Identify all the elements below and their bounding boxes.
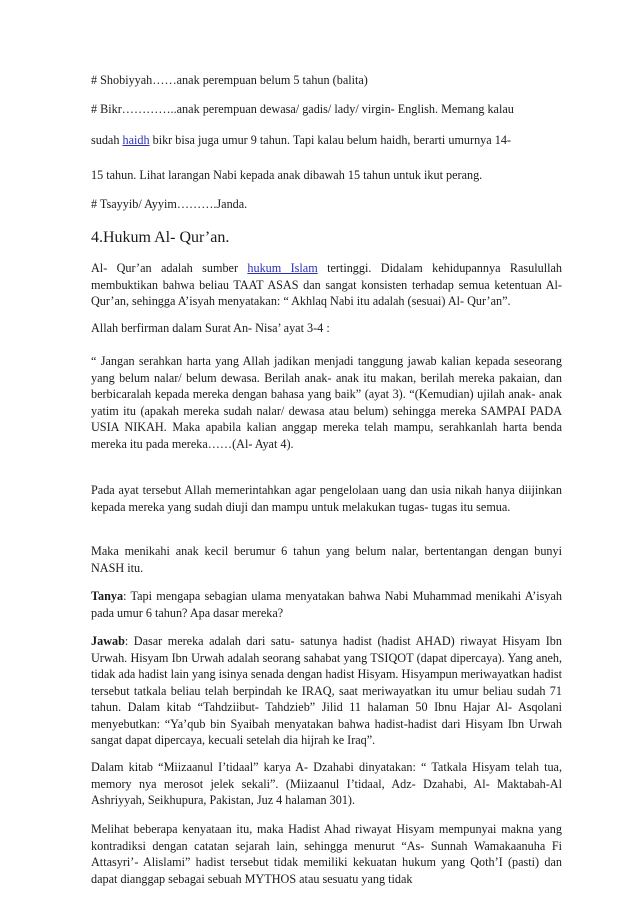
line-haidh-post: bikr bisa juga umur 9 tahun. Tapi kalau belum haidh, berarti umurnya 14- — [149, 133, 511, 147]
line-shobiyyah: # Shobiyyah……anak perempuan belum 5 tahun (balita) — [91, 73, 368, 87]
paragraph-nash: Maka menikahi anak kecil berumur 6 tahun yang belum nalar, bertentangan dengan bunyi NASH itu. — [91, 544, 562, 575]
paragraph-ayat-quote: “ Jangan serahkan harta yang Allah jadikan menjadi tanggung jawab kalian kepada seseorang yang belum nalar/ belum dewasa. Berilah anak- anak itu makan, berilah mereka pakaian, dan berbicaralah kepada mereka dengan bahasa yang baik” (ayat 3). “(Kemudian) ujilah anak- anak yatim itu (apakah mereka sudah nalar/ dewasa atau belum) sehingga mereka SAMPAI PADA USIA NIKAH. Maka apabila kalian anggap mereka telah mampu, serahkanlah harta benda mereka itu pada mereka……(Al- Ayat 4). — [91, 354, 562, 451]
hukum-islam-link[interactable]: hukum Islam — [247, 261, 318, 275]
p1-pre: Al- Qur’an adalah sumber — [91, 261, 248, 275]
paragraph-miizaanul: Dalam kitab “Miizaanul I’tidaal” karya A- Dzahabi dinyatakan: “ Tatkala Hisyam telah tua, memory nya merosot jelek sekali”. (Miizaanul I’tidaal, Adz- Dzahabi, Al- Maktabah-Al Ashriyyah, Seikhupura, Pakistan, Juz 4 halaman 301). — [91, 760, 562, 807]
line-tsayyib: # Tsayyib/ Ayyim……….Janda. — [91, 197, 248, 211]
paragraph-sumber-hukum — [91, 260, 562, 310]
tanya-text: : Tapi mengapa sebagian ulama menyatakan bahwa Nabi Muhammad menikahi A’isyah pada umur 6 tahun? Apa dasar mereka? — [91, 589, 562, 620]
line-haidh-pre: sudah — [91, 133, 123, 147]
paragraph-jawab — [91, 633, 562, 749]
section-title: Hukum Al- Qur’an. — [103, 229, 230, 246]
line-bikr: # Bikr…………..anak perempuan dewasa/ gadis/ lady/ virgin- English. Memang kalau — [91, 102, 514, 116]
jawab-text: : Dasar mereka adalah dari satu- satunya hadist (hadist AHAD) riwayat Hisyam Ibn Urwah. Hisyam Ibn Urwah adalah seorang sahabat yang TSIQOT (dapat dipercaya). Yang aneh, tidak ada hadist lain yang isinya senada dengan hadist Hisyam. Hisyampun meriwayatkan hadist tersebut tatkala beliau telah berpindah ke IRAQ, saat meriwayatkan itu umur beliau sudah 71 tahun. Dalam kitab “Tahdziibut- Tahdzieb” Jilid 11 halaman 50 Ibnu Hajar Al- Asqolani menyebutkan: “Ya’qub bin Syaibah menyatakan bahwa hadist-hadist dari Hisyam Ibn Urwah sangat dapat dipercaya, kecuali setelah dia hijrah ke Iraq”. — [91, 634, 562, 747]
paragraph-kesimpulan: Melihat beberapa kenyataan itu, maka Hadist Ahad riwayat Hisyam mempunyai makna yang kontradiksi dengan catatan sejarah lain, sehingga menurut “As- Sunnah Wamakaanuha Fi Attasyri’- Alislami” hadist tersebut tidak memiliki kekuatan hukum yang Qoth’I (pasti) dan dapat dianggap sebagai sebuah MYTHOS atau sesuatu yang tidak — [91, 822, 562, 886]
paragraph-tanya — [91, 588, 562, 621]
line-haidh — [91, 132, 511, 149]
jawab-label: Jawab — [91, 634, 125, 648]
tanya-label: Tanya — [91, 589, 124, 603]
line-larangan: 15 tahun. Lihat larangan Nabi kepada anak dibawah 15 tahun untuk ikut perang. — [91, 168, 483, 182]
section-number: 4. — [91, 229, 103, 246]
haidh-link[interactable]: haidh — [122, 133, 150, 147]
paragraph-surat-annisa: Allah berfirman dalam Surat An- Nisa’ ayat 3-4 : — [91, 321, 330, 335]
p1-post: tertinggi. Didalam kehidupannya Rasulullah membuktikan bahwa beliau TAAT ASAS dan sangat konsisten terhadap semua ketentuan Al- Qur’an, sehingga A’isyah menyatakan: “ Akhlaq Nabi itu adalah (sesuai) Al- Qur’an”. — [91, 261, 562, 308]
section-heading — [91, 228, 229, 248]
paragraph-pengelolaan: Pada ayat tersebut Allah memerintahkan agar pengelolaan uang dan usia nikah hanya diijinkan kepada mereka yang sudah diuji dan mampu untuk melakukan tugas- tugas itu semua. — [91, 483, 562, 514]
